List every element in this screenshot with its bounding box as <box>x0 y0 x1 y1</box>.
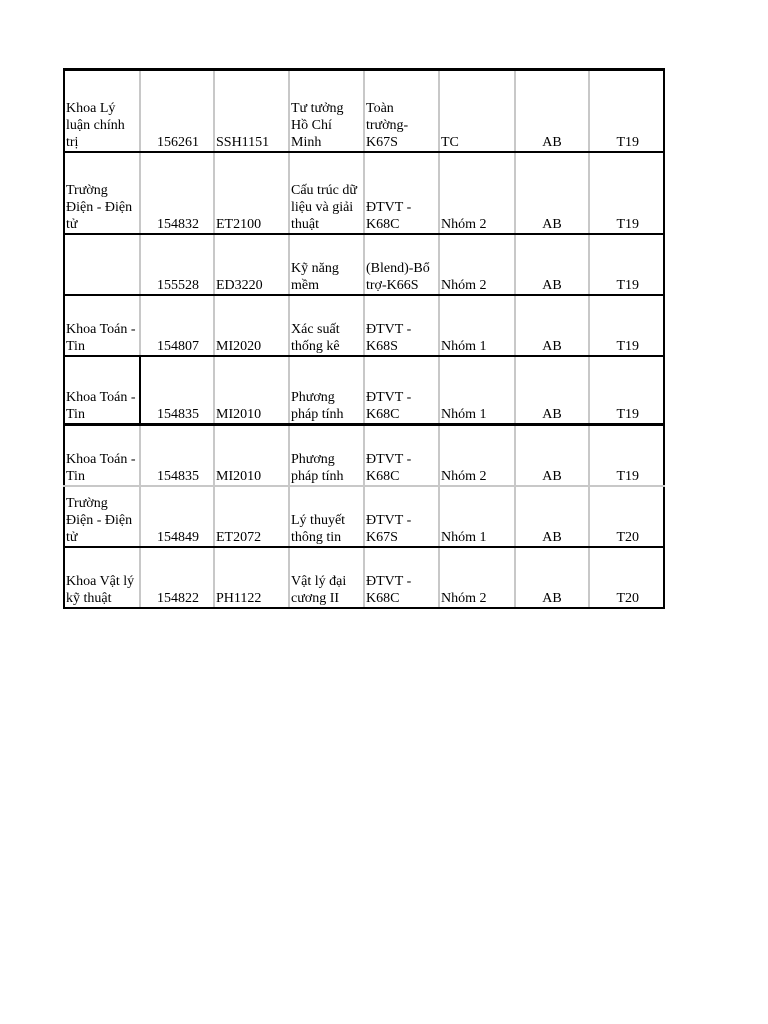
class-id-cell: 154835 <box>140 425 214 487</box>
course-code-cell: SSH1151 <box>214 70 289 153</box>
course-name-cell: Lý thuyết thông tin <box>289 486 364 547</box>
class-id-cell: 154807 <box>140 295 214 356</box>
table-row <box>64 234 664 295</box>
group-cell: Nhóm 1 <box>439 486 515 547</box>
group-cell: Nhóm 2 <box>439 152 515 234</box>
cohort-cell: Toàn trường-K67S <box>364 70 439 153</box>
type-cell: AB <box>515 547 589 608</box>
table-row <box>64 486 664 547</box>
faculty-cell <box>64 234 140 295</box>
faculty-cell: Khoa Vật lý kỹ thuật <box>64 547 140 608</box>
type-cell: AB <box>515 356 589 425</box>
table-row <box>64 547 664 608</box>
class-id-cell: 156261 <box>140 70 214 153</box>
course-name-cell: Vật lý đại cương II <box>289 547 364 608</box>
faculty-cell: Trường Điện - Điện tử <box>64 486 140 547</box>
class-id-cell: 155528 <box>140 234 214 295</box>
table-row <box>64 152 664 234</box>
schedule-table <box>63 68 665 609</box>
faculty-cell: Khoa Toán - Tin <box>64 356 140 425</box>
week-cell: T19 <box>589 234 664 295</box>
week-cell: T20 <box>589 486 664 547</box>
cohort-cell: (Blend)-Bổ trợ-K66S <box>364 234 439 295</box>
cohort-cell: ĐTVT - K68C <box>364 547 439 608</box>
course-name-cell: Phương pháp tính <box>289 425 364 487</box>
group-cell: Nhóm 1 <box>439 356 515 425</box>
cohort-cell: ĐTVT - K67S <box>364 486 439 547</box>
week-cell: T19 <box>589 152 664 234</box>
course-code-cell: MI2010 <box>214 356 289 425</box>
week-cell: T19 <box>589 295 664 356</box>
cohort-cell: ĐTVT - K68C <box>364 152 439 234</box>
class-id-cell: 154835 <box>140 356 214 425</box>
group-cell: TC <box>439 70 515 153</box>
table-row <box>64 425 664 487</box>
course-code-cell: MI2020 <box>214 295 289 356</box>
type-cell: AB <box>515 152 589 234</box>
cohort-cell: ĐTVT - K68C <box>364 356 439 425</box>
cohort-cell: ĐTVT - K68S <box>364 295 439 356</box>
week-cell: T19 <box>589 70 664 153</box>
faculty-cell: Trường Điện - Điện tử <box>64 152 140 234</box>
week-cell: T19 <box>589 425 664 487</box>
group-cell: Nhóm 2 <box>439 425 515 487</box>
course-name-cell: Cấu trúc dữ liệu và giải thuật <box>289 152 364 234</box>
week-cell: T19 <box>589 356 664 425</box>
course-name-cell: Xác suất thống kê <box>289 295 364 356</box>
table-row <box>64 295 664 356</box>
faculty-cell: Khoa Toán - Tin <box>64 295 140 356</box>
group-cell: Nhóm 2 <box>439 547 515 608</box>
type-cell: AB <box>515 425 589 487</box>
course-code-cell: ED3220 <box>214 234 289 295</box>
group-cell: Nhóm 2 <box>439 234 515 295</box>
course-code-cell: ET2100 <box>214 152 289 234</box>
type-cell: AB <box>515 486 589 547</box>
cohort-cell: ĐTVT - K68C <box>364 425 439 487</box>
class-id-cell: 154849 <box>140 486 214 547</box>
type-cell: AB <box>515 295 589 356</box>
table-row <box>64 70 664 153</box>
course-code-cell: PH1122 <box>214 547 289 608</box>
group-cell: Nhóm 1 <box>439 295 515 356</box>
type-cell: AB <box>515 234 589 295</box>
course-code-cell: MI2010 <box>214 425 289 487</box>
week-cell: T20 <box>589 547 664 608</box>
class-id-cell: 154822 <box>140 547 214 608</box>
course-name-cell: Tư tưởng Hồ Chí Minh <box>289 70 364 153</box>
course-name-cell: Kỹ năng mềm <box>289 234 364 295</box>
table-row <box>64 356 664 425</box>
type-cell: AB <box>515 70 589 153</box>
faculty-cell: Khoa Lý luận chính trị <box>64 70 140 153</box>
faculty-cell: Khoa Toán - Tin <box>64 425 140 487</box>
course-name-cell: Phương pháp tính <box>289 356 364 425</box>
class-id-cell: 154832 <box>140 152 214 234</box>
course-code-cell: ET2072 <box>214 486 289 547</box>
